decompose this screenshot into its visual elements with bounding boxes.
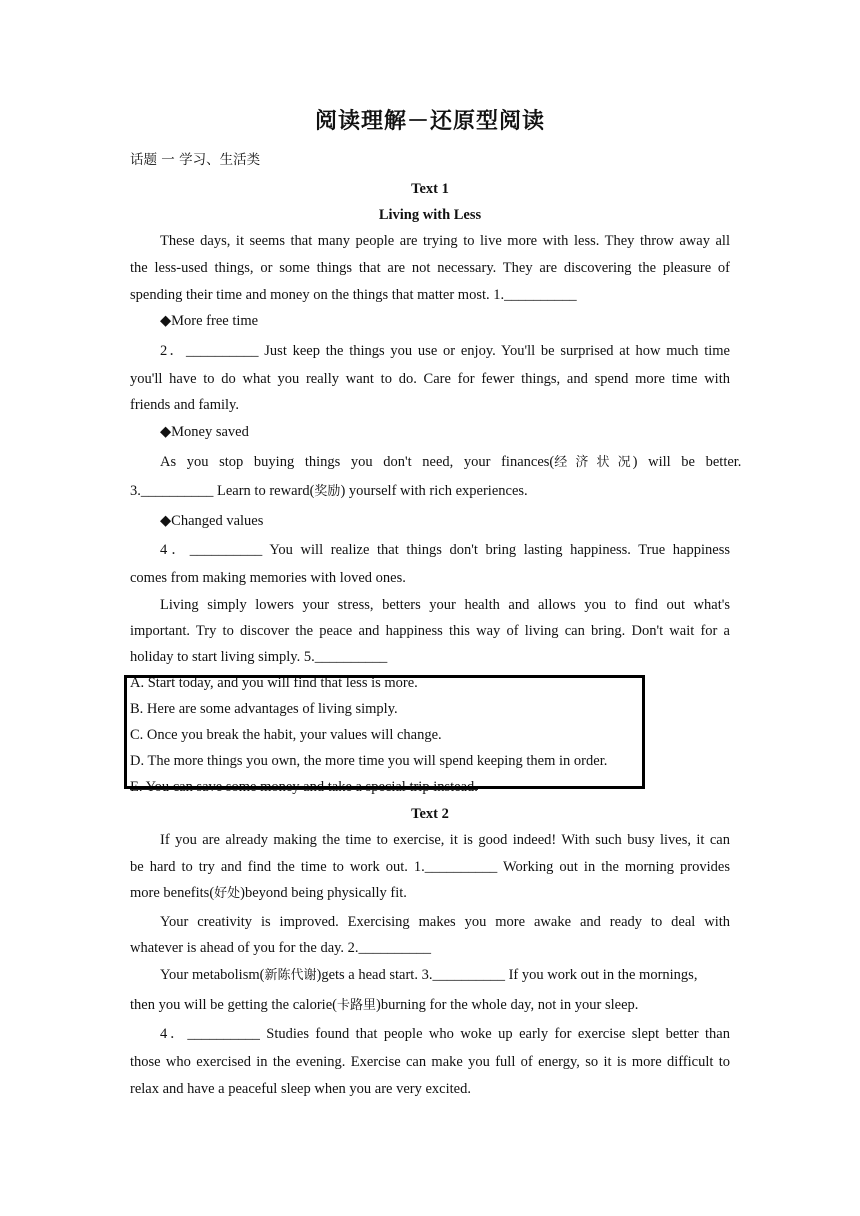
text1-p3-line2 (130, 481, 730, 502)
text2-heading: Text 2 (411, 806, 449, 822)
options-frame (124, 675, 645, 789)
text1-p3-line2-cjk: 奖励 (314, 484, 341, 499)
text2-p1-line1: If you are already making the time to exercise, it is good indeed! With such busy lives, it can (160, 832, 730, 848)
text1-subtitle: Living with Less (378, 207, 482, 223)
option-d: D. The more things you own, the more time you will spend keeping them in order. (130, 753, 608, 769)
option-b: B. Here are some advantages of living simply. (130, 701, 398, 717)
text2-p3-a: Your metabolism( (160, 967, 265, 983)
text1-p4-line2: comes from making memories with loved ones. (130, 570, 406, 586)
text1-p2-line2: you'll have to do what you really want to do. Care for fewer things, and spend more time with (130, 371, 730, 387)
text1-p3-cjk: 经 济 状 况 (554, 455, 633, 470)
text2-p2-line1: Your creativity is improved. Exercising makes you more awake and ready to deal with (160, 914, 730, 930)
text1-p2-line3: friends and family. (130, 397, 239, 413)
text1-p3-line2-a: 3.__________ Learn to reward( (130, 483, 315, 499)
option-c: C. Once you break the habit, your values will change. (130, 727, 442, 743)
page-title: 阅读理解－还原型阅读 (314, 108, 545, 134)
text2-p3-line2-cjk: 卡路里 (336, 998, 376, 1013)
text1-heading-money: ◆Money saved (160, 424, 249, 440)
topic-label: 话题 一 学习、生活类 (130, 152, 261, 168)
text1-p1-line1: These days, it seems that many people are trying to live more with less. They throw away all (160, 233, 730, 249)
text2-p3-line2 (130, 995, 730, 1016)
text2-p3-line2-b: )burning for the whole day, not in your sleep. (375, 997, 639, 1013)
text1-p1-line2: the less-used things, or some things that are not necessary. They are discovering the pleasure of (130, 260, 730, 276)
text1-p3-line1 (160, 452, 742, 473)
text1-heading-values: ◆Changed values (160, 513, 264, 529)
text1-p5-line2: important. Try to discover the peace and happiness this way of living can bring. Don't wait for a (130, 623, 730, 639)
option-a: A. Start today, and you will find that less is more. (130, 675, 418, 691)
text2-p3-line2-a: then you will be getting the calorie( (130, 997, 337, 1013)
text2-p1-line3 (130, 883, 730, 904)
text1-p1-line3: spending their time and money on the things that matter most. 1.__________ (130, 287, 577, 303)
text2-p1-line3-a: more benefits( (130, 885, 215, 901)
text2-p2-line2: whatever is ahead of you for the day. 2.__________ (130, 940, 432, 956)
text1-heading-free-time: ◆More free time (160, 313, 259, 329)
text2-p1-line3-cjk: 好处 (214, 886, 241, 901)
text2-p3-cjk: 新陈代谢 (264, 968, 317, 983)
text2-p4-line1: 4．__________ Studies found that people who woke up early for exercise slept better than (160, 1026, 730, 1042)
option-e-text: E. You can save some money and take a special trip instead. (130, 779, 478, 795)
text1-heading: Text 1 (411, 181, 449, 197)
text2-p3-line1 (160, 965, 730, 986)
text2-p4-line3: relax and have a peaceful sleep when you are very excited. (130, 1081, 471, 1097)
text1-p5-line3: holiday to start living simply. 5.__________ (130, 649, 388, 665)
text1-p5-line1: Living simply lowers your stress, betters your health and allows you to find out what's (160, 597, 730, 613)
text1-p3-part-a: As you stop buying things you don't need, your finances( (160, 454, 555, 470)
text1-p4-line1: 4．__________ You will realize that things don't bring lasting happiness. True happiness (160, 542, 730, 558)
text2-p4-line2: those who exercised in the evening. Exercise can make you full of energy, so it is more difficult to (130, 1054, 730, 1070)
text2-p1-line2: be hard to try and find the time to work out. 1.__________ Working out in the morning provides (130, 859, 730, 875)
text1-p3-line2-b: ) yourself with rich experiences. (340, 483, 528, 499)
text2-p1-line3-b: )beyond being physically fit. (240, 885, 407, 901)
text1-p3-part-b: ) will be better. (632, 454, 742, 470)
text2-p3-b: )gets a head start. 3.__________ If you work out in the mornings, (316, 967, 698, 983)
text1-p2-line1: 2．__________ Just keep the things you use or enjoy. You'll be surprised at how much time (160, 343, 730, 359)
